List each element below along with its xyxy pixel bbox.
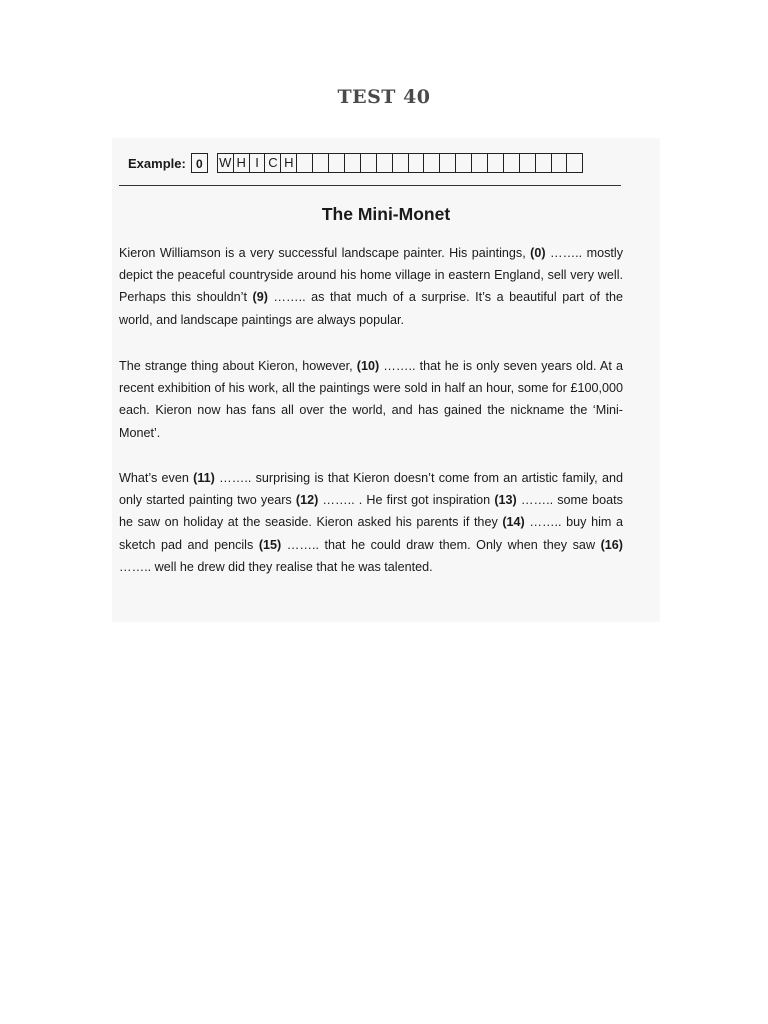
passage-text: …….. surprising is that Kieron doesn’t come from an artistic family, and only started painting two years <box>119 471 623 508</box>
gap-number: (14) <box>502 515 525 530</box>
example-letter-box <box>567 153 583 173</box>
example-letter-box: H <box>234 153 250 173</box>
example-letter-box <box>536 153 552 173</box>
example-letter-box <box>361 153 377 173</box>
passage-text: The strange thing about Kieron, however, <box>119 359 357 373</box>
divider <box>119 185 621 186</box>
example-letter-box <box>393 153 409 173</box>
example-letter-box <box>552 153 568 173</box>
example-letter-box <box>472 153 488 173</box>
passage-text: …….. some boats he saw on holiday at the seaside. Kieron asked his parents if they <box>119 493 623 530</box>
example-letter-box <box>424 153 440 173</box>
gap-number: (12) <box>295 493 319 508</box>
paragraph-2 <box>119 355 623 444</box>
gap-number: (13) <box>494 493 517 508</box>
gap-number: (15) <box>258 537 282 552</box>
passage-text: …….. buy him a sketch pad and pencils <box>119 515 623 552</box>
example-letter-box <box>329 153 345 173</box>
gap-number: (9) <box>252 290 268 305</box>
passage-text: …….. that he is only seven years old. At a recent exhibition of his work, all the paintings were sold in half an hour, some for £100,000 each. Kieron now has fans all over the world, and has gained the nickname the ‘Mini-Monet’. <box>119 359 623 440</box>
example-letter-box <box>409 153 425 173</box>
passage-text: What’s even <box>119 471 194 485</box>
example-letter-box: H <box>281 153 297 173</box>
gap-number: (11) <box>193 471 215 485</box>
passage-text: …….. well he drew did they realise that he was talented. <box>119 559 433 574</box>
example-letter-box: C <box>265 153 281 173</box>
example-letter-box <box>313 153 329 173</box>
example-letter-box <box>520 153 536 173</box>
example-letter-box <box>377 153 393 173</box>
gap-number: (16) <box>600 537 623 552</box>
example-letter-box <box>440 153 456 173</box>
passage-text: …….. that he could draw them. Only when they saw <box>281 537 601 552</box>
example-letter-box <box>456 153 472 173</box>
example-number-box: 0 <box>191 153 208 173</box>
passage-text: Kieron Williamson is a very successful landscape painter. His paintings, <box>119 246 531 260</box>
paragraph-3 <box>119 467 623 578</box>
test-title: TEST 40 <box>337 86 431 108</box>
gap-number: (0) <box>530 246 546 260</box>
example-letter-box <box>488 153 504 173</box>
example-answer-boxes <box>217 153 583 173</box>
example-label: Example: <box>128 155 186 171</box>
paragraph-1 <box>119 242 623 331</box>
passage-text: …….. as that much of a surprise. It’s a beautiful part of the world, and landscape paintings are always popular. <box>119 290 624 327</box>
passage-title: The Mini-Monet <box>321 204 451 224</box>
example-letter-box <box>345 153 361 173</box>
passage-text: …….. . He first got inspiration <box>318 493 495 508</box>
example-row <box>128 151 583 175</box>
gap-number: (10) <box>356 359 380 373</box>
example-letter-box <box>504 153 520 173</box>
passage-text: …….. mostly depict the peaceful countryside around his home village in eastern England, sell very well. Perhaps this shouldn’t <box>119 246 623 305</box>
example-letter-box: I <box>250 153 266 173</box>
example-letter-box <box>297 153 313 173</box>
example-letter-box: W <box>218 153 234 173</box>
